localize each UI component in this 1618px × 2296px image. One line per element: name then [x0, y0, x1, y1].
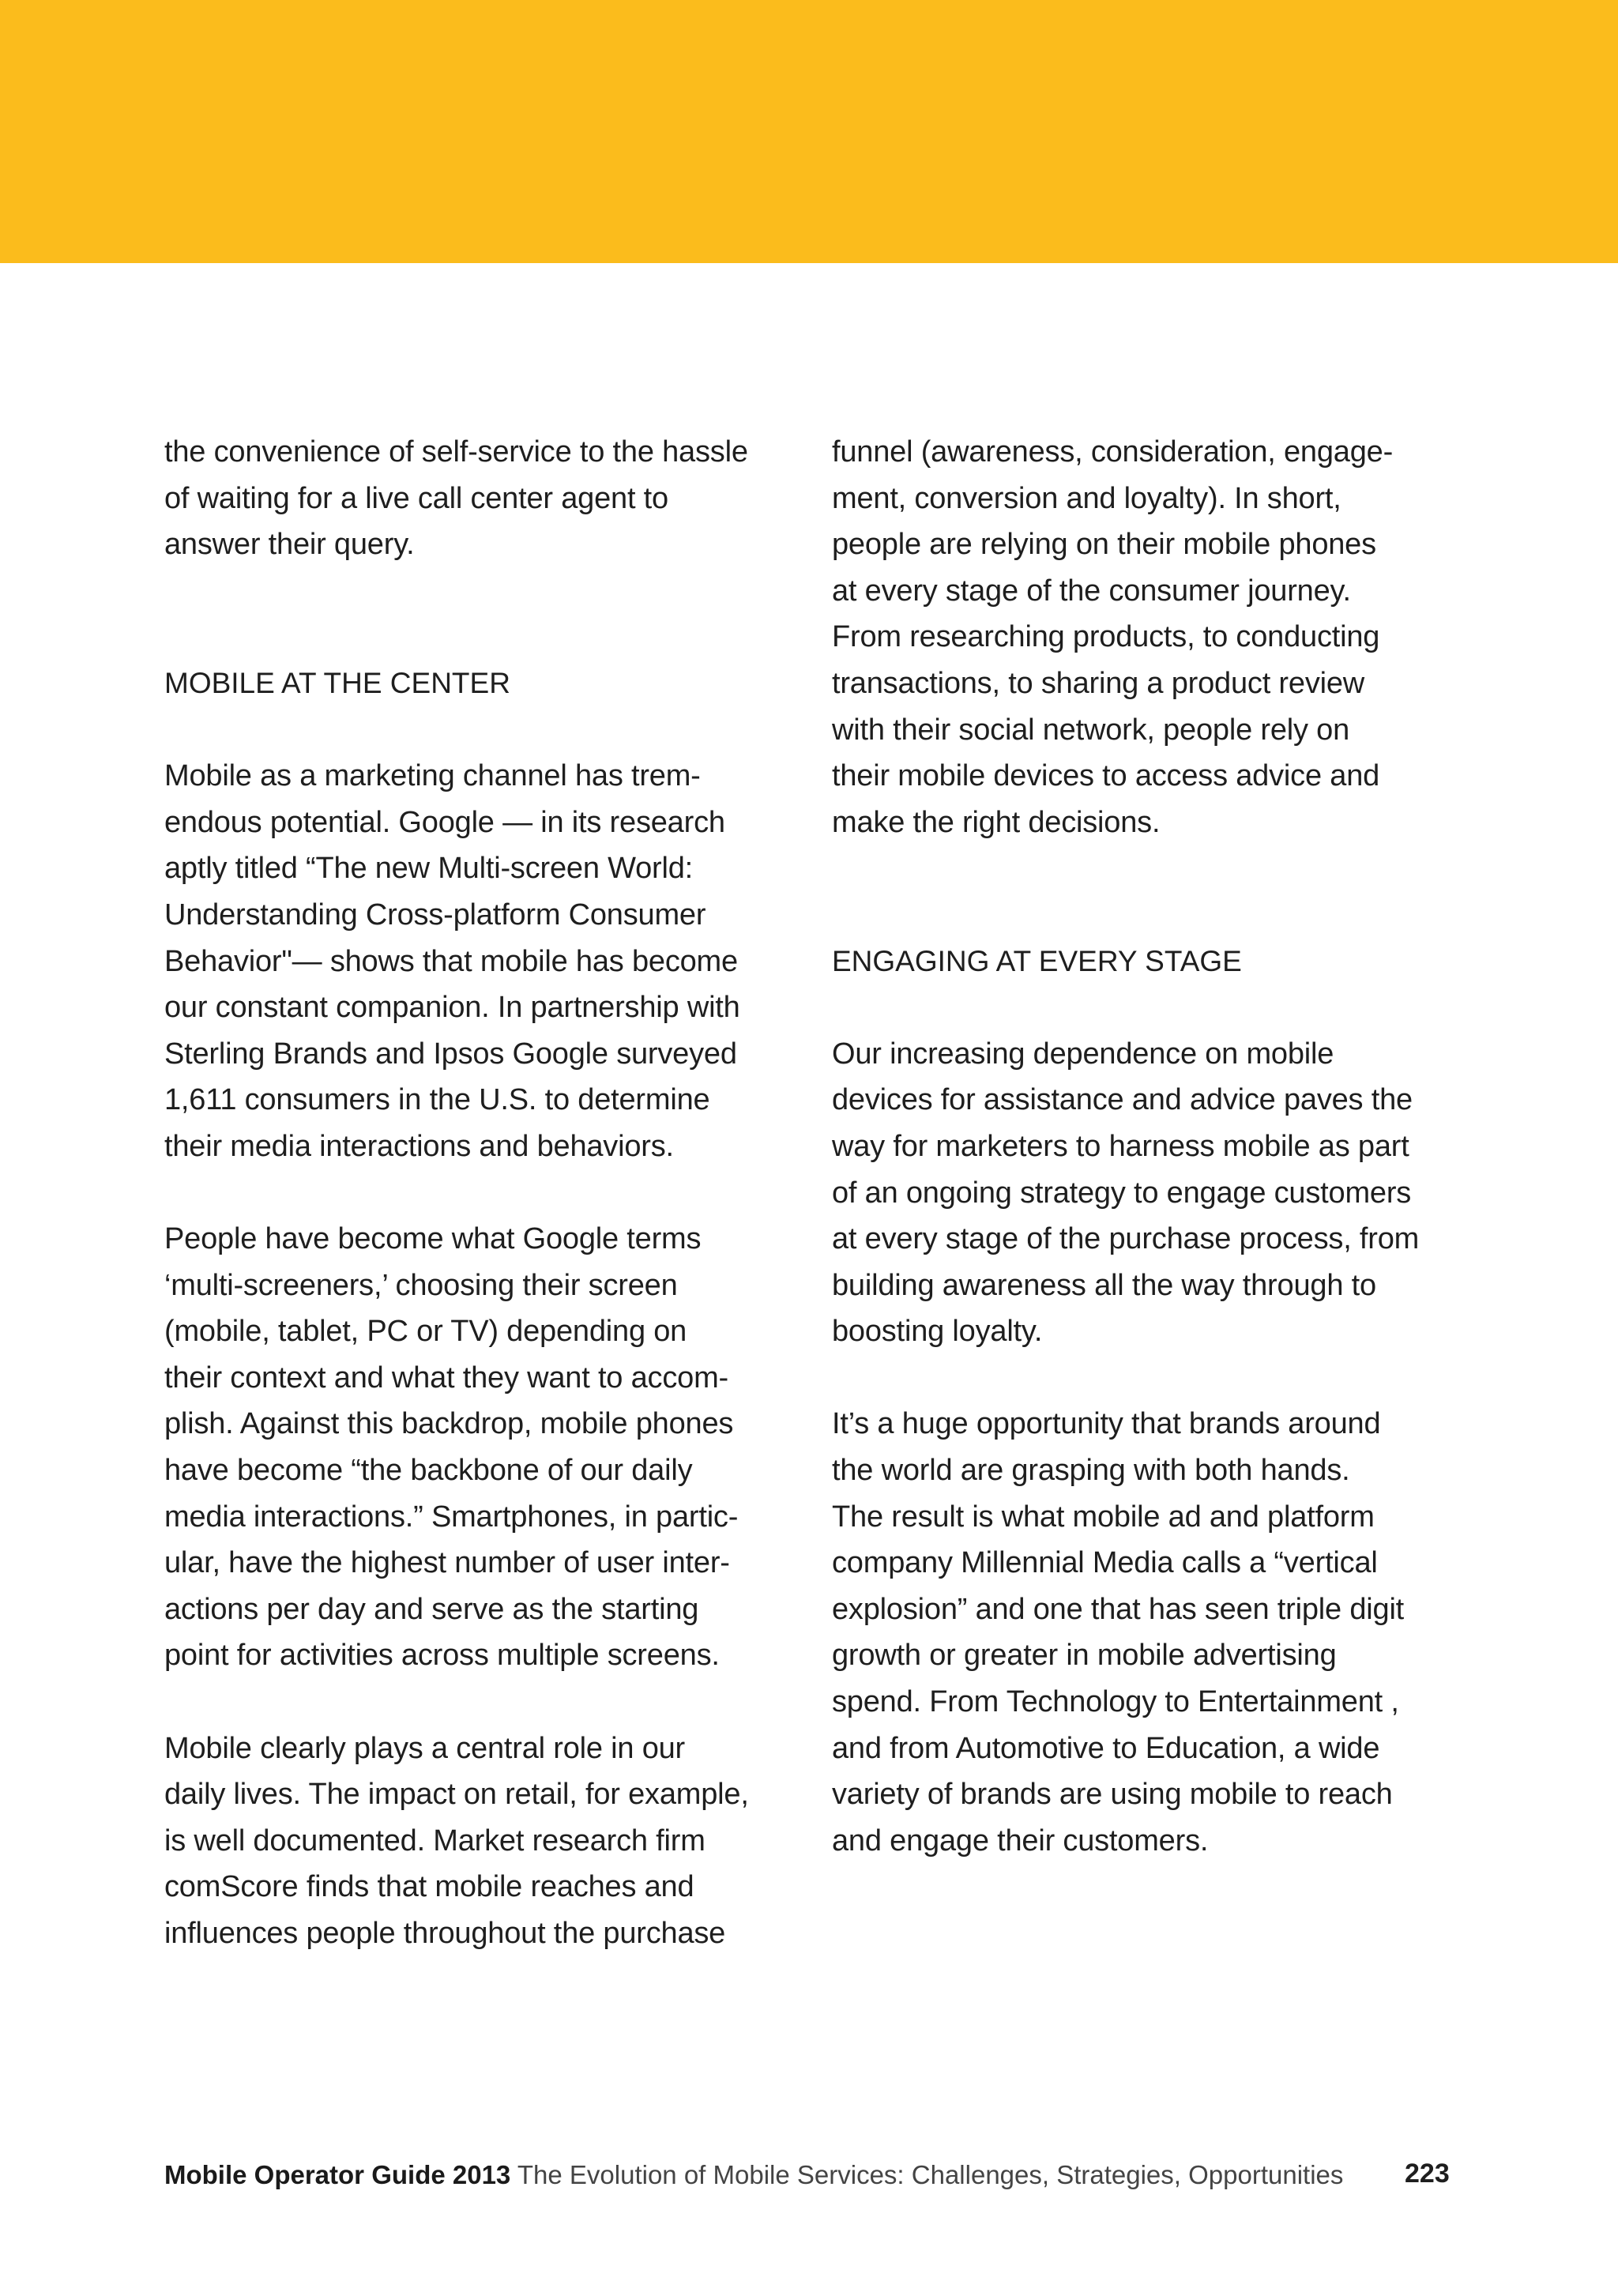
text-line: spend. From Technology to Entertainment ,	[832, 1685, 1399, 1719]
text-line: Mobile clearly plays a central role in our	[164, 1731, 686, 1765]
text-line: and from Automotive to Education, a wide	[832, 1731, 1380, 1765]
text-line: company Millennial Media calls a “vertical	[832, 1546, 1378, 1580]
text-line: answer their query.	[164, 528, 415, 562]
text-line: media interactions.” Smartphones, in partic-	[164, 1500, 739, 1534]
text-line: devices for assistance and advice paves the	[832, 1083, 1413, 1117]
text-line: variety of brands are using mobile to reach	[832, 1778, 1393, 1812]
text-line: The result is what mobile ad and platform	[832, 1500, 1375, 1534]
text-line: ular, have the highest number of user inter-	[164, 1546, 730, 1580]
paragraph-purchase-funnel	[832, 429, 1464, 845]
text-line: of waiting for a live call center agent to	[164, 481, 668, 515]
footer-guide-title: Mobile Operator Guide 2013	[164, 2160, 511, 2189]
paragraph-central-role	[164, 1726, 796, 1957]
text-line: ment, conversion and loyalty). In short,	[832, 481, 1341, 515]
text-line: It’s a huge opportunity that brands around	[832, 1407, 1381, 1441]
text-line: 1,611 consumers in the U.S. to determine	[164, 1083, 710, 1117]
intro-paragraph	[164, 429, 796, 568]
text-line: ‘multi-screeners,’ choosing their screen	[164, 1268, 678, 1302]
page-number: 223	[1405, 2159, 1450, 2189]
text-line: people are relying on their mobile phones	[832, 528, 1376, 562]
footer-subtitle: The Evolution of Mobile Services: Challenges, Strategies, Opportunities	[517, 2160, 1344, 2189]
text-line: From researching products, to conducting	[832, 620, 1380, 654]
text-line: the convenience of self-service to the hassle	[164, 435, 748, 469]
paragraph-increasing-dependence	[832, 1031, 1464, 1355]
text-line: influences people throughout the purchase	[164, 1917, 726, 1950]
text-line: with their social network, people rely on	[832, 713, 1350, 747]
text-line: is well documented. Market research firm	[164, 1824, 706, 1858]
text-line: aptly titled “The new Multi-screen World:	[164, 852, 694, 886]
text-line: Sterling Brands and Ipsos Google surveyed	[164, 1037, 737, 1071]
text-line: People have become what Google terms	[164, 1222, 702, 1256]
text-line: at every stage of the consumer journey.	[832, 574, 1351, 608]
section-heading-engaging-at-every-stage: ENGAGING AT EVERY STAGE	[832, 944, 1242, 977]
paragraph-multi-screeners	[164, 1216, 796, 1679]
text-line: have become “the backbone of our daily	[164, 1454, 693, 1488]
text-line: our constant companion. In partnership with	[164, 991, 740, 1025]
text-line: Mobile as a marketing channel has trem-	[164, 759, 701, 793]
text-line: actions per day and serve as the starting	[164, 1592, 699, 1626]
text-line: Our increasing dependence on mobile	[832, 1037, 1334, 1071]
paragraph-huge-opportunity	[832, 1401, 1464, 1864]
text-line: growth or greater in mobile advertising	[832, 1639, 1337, 1673]
text-line: (mobile, tablet, PC or TV) depending on	[164, 1315, 687, 1349]
text-line: point for activities across multiple screens.	[164, 1639, 720, 1673]
header-color-band	[0, 0, 1618, 263]
text-line: make the right decisions.	[832, 805, 1161, 839]
text-line: way for marketers to harness mobile as part	[832, 1129, 1409, 1163]
text-line: the world are grasping with both hands.	[832, 1454, 1350, 1488]
text-line: comScore finds that mobile reaches and	[164, 1870, 694, 1904]
text-line: and engage their customers.	[832, 1824, 1209, 1858]
text-line: at every stage of the purchase process, from	[832, 1222, 1420, 1256]
text-line: funnel (awareness, consideration, engage-	[832, 435, 1394, 469]
page-footer	[164, 2155, 1454, 2195]
text-line: Understanding Cross-platform Consumer	[164, 898, 706, 932]
text-line: their mobile devices to access advice and	[832, 759, 1380, 793]
text-line: of an ongoing strategy to engage customers	[832, 1176, 1412, 1210]
paragraph-mobile-marketing-channel	[164, 753, 796, 1169]
text-line: endous potential. Google — in its research	[164, 805, 725, 839]
section-heading-mobile-at-the-center: MOBILE AT THE CENTER	[164, 666, 510, 699]
text-line: building awareness all the way through to	[832, 1268, 1376, 1302]
text-line: explosion” and one that has seen triple digit	[832, 1592, 1405, 1626]
text-line: daily lives. The impact on retail, for example,	[164, 1778, 749, 1812]
text-line: their context and what they want to accom-	[164, 1361, 728, 1395]
text-line: their media interactions and behaviors.	[164, 1129, 674, 1163]
text-line: transactions, to sharing a product review	[832, 666, 1365, 700]
right-column	[832, 429, 1464, 1864]
left-column	[164, 429, 796, 1957]
text-line: boosting loyalty.	[832, 1315, 1043, 1349]
text-line: plish. Against this backdrop, mobile phones	[164, 1407, 734, 1441]
text-line: Behavior"— shows that mobile has become	[164, 944, 738, 978]
